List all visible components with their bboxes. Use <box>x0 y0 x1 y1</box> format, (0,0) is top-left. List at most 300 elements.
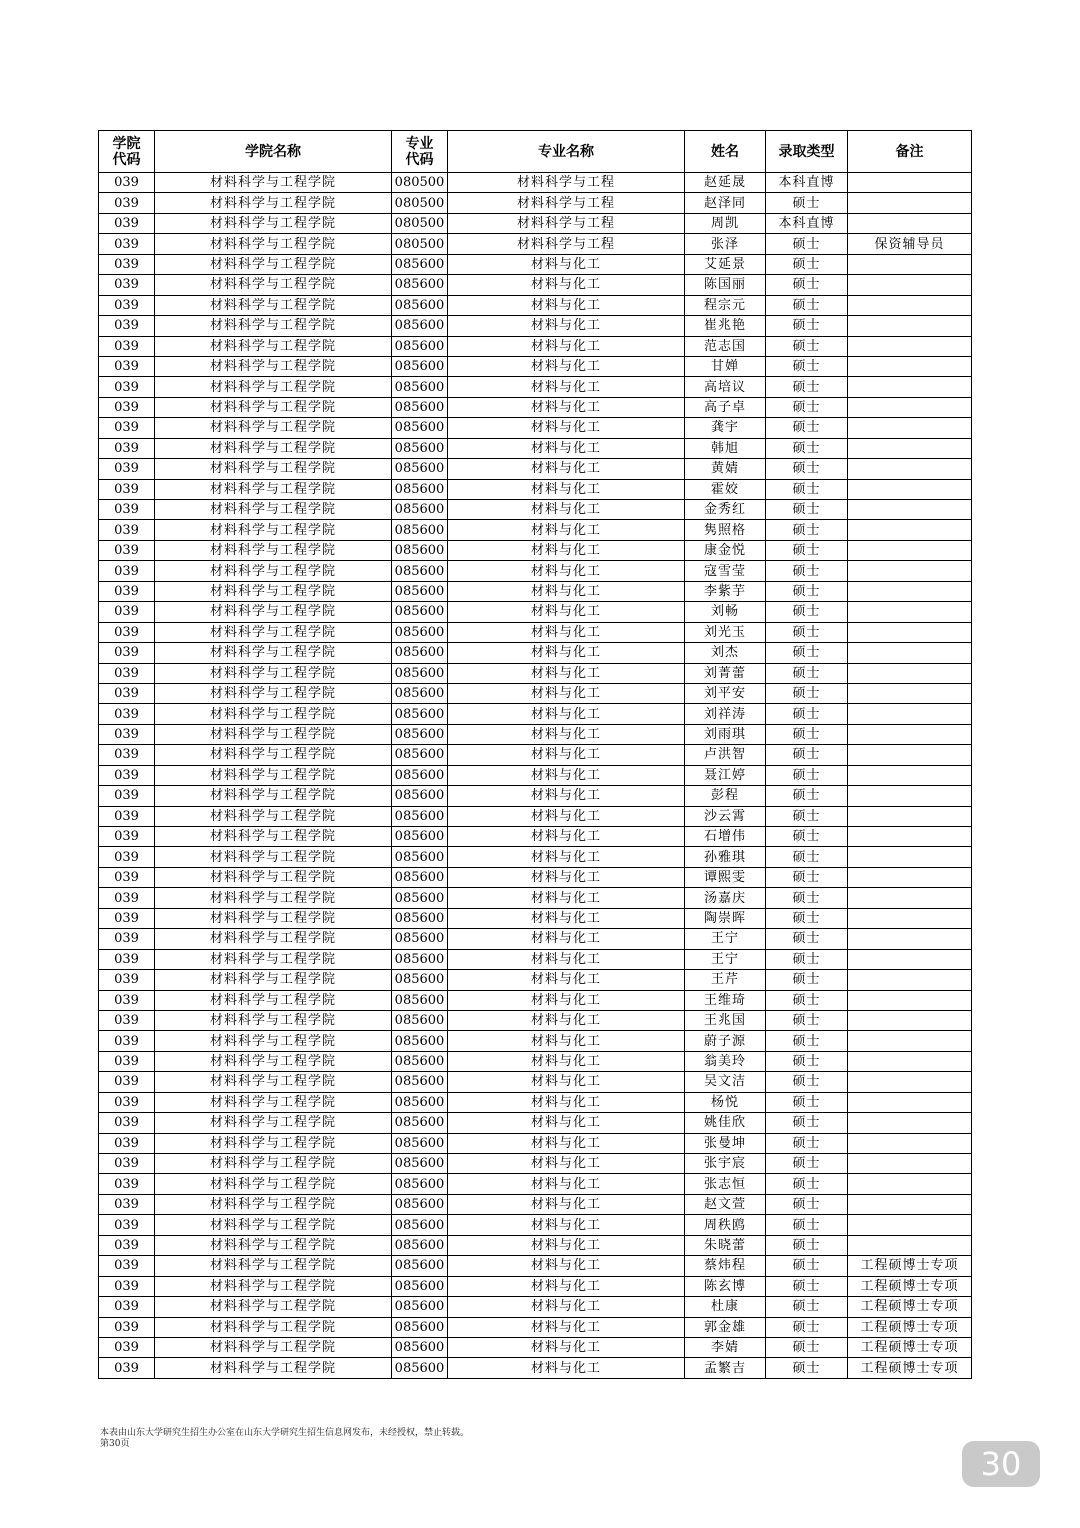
remarks-cell <box>848 581 972 601</box>
major-code-cell: 085600 <box>392 418 448 438</box>
remarks-cell <box>848 1154 972 1174</box>
admission-table <box>98 130 972 1379</box>
student-name-cell: 金秀红 <box>685 500 766 520</box>
major-code-cell: 085600 <box>392 316 448 336</box>
remarks-cell <box>848 663 972 683</box>
table-row <box>99 418 972 438</box>
college-code-cell: 039 <box>99 520 155 540</box>
table-row <box>99 683 972 703</box>
college-name-cell: 材料科学与工程学院 <box>155 622 392 642</box>
page-number-badge: 30 <box>962 1441 1040 1487</box>
remarks-cell <box>848 929 972 949</box>
admission-type-cell: 硕士 <box>766 643 848 663</box>
header-college-code: 学院 代码 <box>99 131 155 173</box>
table-row <box>99 234 972 254</box>
college-code-cell: 039 <box>99 1256 155 1276</box>
remarks-cell <box>848 1092 972 1112</box>
college-code-cell: 039 <box>99 336 155 356</box>
major-name-cell: 材料与化工 <box>448 1235 685 1255</box>
header-admission-type: 录取类型 <box>766 131 848 173</box>
admission-type-cell: 硕士 <box>766 1235 848 1255</box>
remarks-cell <box>848 1031 972 1051</box>
college-name-cell: 材料科学与工程学院 <box>155 1174 392 1194</box>
admission-type-cell: 硕士 <box>766 1154 848 1174</box>
student-name-cell: 赵文萱 <box>685 1194 766 1214</box>
college-name-cell: 材料科学与工程学院 <box>155 581 392 601</box>
major-code-cell: 085600 <box>392 1276 448 1296</box>
admission-type-cell: 硕士 <box>766 908 848 928</box>
admission-type-cell: 硕士 <box>766 397 848 417</box>
student-name-cell: 刘平安 <box>685 683 766 703</box>
college-code-cell: 039 <box>99 970 155 990</box>
major-code-cell: 085600 <box>392 438 448 458</box>
student-name-cell: 姚佳欣 <box>685 1113 766 1133</box>
major-name-cell: 材料与化工 <box>448 336 685 356</box>
header-college-name: 学院名称 <box>155 131 392 173</box>
college-code-cell: 039 <box>99 622 155 642</box>
remarks-cell: 工程硕博士专项 <box>848 1358 972 1378</box>
college-name-cell: 材料科学与工程学院 <box>155 1072 392 1092</box>
table-row <box>99 643 972 663</box>
student-name-cell: 张曼坤 <box>685 1133 766 1153</box>
table-row <box>99 786 972 806</box>
student-name-cell: 刘杰 <box>685 643 766 663</box>
major-name-cell: 材料与化工 <box>448 397 685 417</box>
table-row <box>99 1092 972 1112</box>
college-code-cell: 039 <box>99 867 155 887</box>
college-name-cell: 材料科学与工程学院 <box>155 1358 392 1378</box>
table-row <box>99 193 972 213</box>
major-code-cell: 085600 <box>392 1297 448 1317</box>
college-name-cell: 材料科学与工程学院 <box>155 867 392 887</box>
admission-type-cell: 硕士 <box>766 356 848 376</box>
table-row <box>99 602 972 622</box>
remarks-cell <box>848 602 972 622</box>
college-code-cell: 039 <box>99 234 155 254</box>
remarks-cell <box>848 356 972 376</box>
college-code-cell: 039 <box>99 581 155 601</box>
major-name-cell: 材料与化工 <box>448 929 685 949</box>
college-name-cell: 材料科学与工程学院 <box>155 786 392 806</box>
college-name-cell: 材料科学与工程学院 <box>155 1031 392 1051</box>
table-row <box>99 1010 972 1030</box>
table-row <box>99 847 972 867</box>
remarks-cell <box>848 1133 972 1153</box>
table-row <box>99 561 972 581</box>
major-name-cell: 材料与化工 <box>448 520 685 540</box>
major-code-cell: 085600 <box>392 1133 448 1153</box>
admission-type-cell: 硕士 <box>766 254 848 274</box>
major-code-cell: 085600 <box>392 397 448 417</box>
admission-type-cell: 硕士 <box>766 193 848 213</box>
college-name-cell: 材料科学与工程学院 <box>155 704 392 724</box>
remarks-cell <box>848 1174 972 1194</box>
student-name-cell: 王兆国 <box>685 1010 766 1030</box>
admission-type-cell: 硕士 <box>766 888 848 908</box>
admission-type-cell: 硕士 <box>766 663 848 683</box>
remarks-cell <box>848 990 972 1010</box>
student-name-cell: 周秩鸥 <box>685 1215 766 1235</box>
major-code-cell: 085600 <box>392 275 448 295</box>
remarks-cell <box>848 847 972 867</box>
college-name-cell: 材料科学与工程学院 <box>155 418 392 438</box>
college-name-cell: 材料科学与工程学院 <box>155 663 392 683</box>
major-code-cell: 085600 <box>392 1194 448 1214</box>
college-name-cell: 材料科学与工程学院 <box>155 1154 392 1174</box>
college-code-cell: 039 <box>99 1297 155 1317</box>
remarks-cell <box>848 704 972 724</box>
college-name-cell: 材料科学与工程学院 <box>155 1337 392 1357</box>
college-code-cell: 039 <box>99 786 155 806</box>
student-name-cell: 范志国 <box>685 336 766 356</box>
student-name-cell: 刘光玉 <box>685 622 766 642</box>
college-name-cell: 材料科学与工程学院 <box>155 643 392 663</box>
student-name-cell: 李紫芋 <box>685 581 766 601</box>
table-row <box>99 213 972 233</box>
admission-type-cell: 硕士 <box>766 418 848 438</box>
admission-type-cell: 硕士 <box>766 1276 848 1296</box>
remarks-cell <box>848 949 972 969</box>
admission-type-cell: 硕士 <box>766 867 848 887</box>
college-name-cell: 材料科学与工程学院 <box>155 847 392 867</box>
college-name-cell: 材料科学与工程学院 <box>155 949 392 969</box>
student-name-cell: 吴文洁 <box>685 1072 766 1092</box>
major-name-cell: 材料与化工 <box>448 540 685 560</box>
college-code-cell: 039 <box>99 1194 155 1214</box>
table-row <box>99 1154 972 1174</box>
admission-type-cell: 硕士 <box>766 540 848 560</box>
college-code-cell: 039 <box>99 295 155 315</box>
major-name-cell: 材料与化工 <box>448 1317 685 1337</box>
college-code-cell: 039 <box>99 1072 155 1092</box>
college-code-cell: 039 <box>99 1235 155 1255</box>
student-name-cell: 寇雪莹 <box>685 561 766 581</box>
college-name-cell: 材料科学与工程学院 <box>155 316 392 336</box>
college-name-cell: 材料科学与工程学院 <box>155 397 392 417</box>
major-code-cell: 080500 <box>392 193 448 213</box>
student-name-cell: 石增伟 <box>685 827 766 847</box>
major-code-cell: 085600 <box>392 336 448 356</box>
major-code-cell: 085600 <box>392 847 448 867</box>
college-code-cell: 039 <box>99 500 155 520</box>
college-code-cell: 039 <box>99 193 155 213</box>
remarks-cell <box>848 643 972 663</box>
table-row <box>99 704 972 724</box>
major-name-cell: 材料与化工 <box>448 867 685 887</box>
major-name-cell: 材料与化工 <box>448 663 685 683</box>
table-row <box>99 540 972 560</box>
footer-page-label: 第30页 <box>100 1439 130 1449</box>
student-name-cell: 高子卓 <box>685 397 766 417</box>
admission-type-cell: 硕士 <box>766 1133 848 1153</box>
table-row <box>99 908 972 928</box>
college-name-cell: 材料科学与工程学院 <box>155 745 392 765</box>
college-code-cell: 039 <box>99 1174 155 1194</box>
major-code-cell: 085600 <box>392 1031 448 1051</box>
table-row <box>99 1051 972 1071</box>
remarks-cell <box>848 254 972 274</box>
table-row <box>99 622 972 642</box>
college-name-cell: 材料科学与工程学院 <box>155 765 392 785</box>
admission-type-cell: 硕士 <box>766 561 848 581</box>
student-name-cell: 王宁 <box>685 949 766 969</box>
major-code-cell: 085600 <box>392 1235 448 1255</box>
admission-type-cell: 硕士 <box>766 336 848 356</box>
admission-type-cell: 硕士 <box>766 827 848 847</box>
table-row <box>99 1031 972 1051</box>
major-code-cell: 085600 <box>392 520 448 540</box>
major-code-cell: 085600 <box>392 581 448 601</box>
remarks-cell <box>848 275 972 295</box>
major-code-cell: 085600 <box>392 745 448 765</box>
college-name-cell: 材料科学与工程学院 <box>155 234 392 254</box>
major-code-cell: 085600 <box>392 1215 448 1235</box>
major-code-cell: 085600 <box>392 990 448 1010</box>
admission-type-cell: 硕士 <box>766 234 848 254</box>
student-name-cell: 高培议 <box>685 377 766 397</box>
major-name-cell: 材料与化工 <box>448 1174 685 1194</box>
remarks-cell <box>848 173 972 193</box>
remarks-cell <box>848 745 972 765</box>
major-name-cell: 材料与化工 <box>448 1215 685 1235</box>
college-code-cell: 039 <box>99 1154 155 1174</box>
major-code-cell: 085600 <box>392 1358 448 1378</box>
table-row <box>99 765 972 785</box>
table-row <box>99 316 972 336</box>
college-code-cell: 039 <box>99 765 155 785</box>
admission-type-cell: 本科直博 <box>766 173 848 193</box>
major-name-cell: 材料与化工 <box>448 275 685 295</box>
admission-type-cell: 硕士 <box>766 459 848 479</box>
major-name-cell: 材料与化工 <box>448 888 685 908</box>
student-name-cell: 杨悦 <box>685 1092 766 1112</box>
remarks-cell <box>848 500 972 520</box>
college-name-cell: 材料科学与工程学院 <box>155 1215 392 1235</box>
table-row <box>99 500 972 520</box>
table-row <box>99 581 972 601</box>
major-name-cell: 材料与化工 <box>448 1113 685 1133</box>
major-code-cell: 085600 <box>392 786 448 806</box>
student-name-cell: 孟繁吉 <box>685 1358 766 1378</box>
major-name-cell: 材料与化工 <box>448 704 685 724</box>
major-name-cell: 材料与化工 <box>448 1337 685 1357</box>
college-name-cell: 材料科学与工程学院 <box>155 1194 392 1214</box>
college-code-cell: 039 <box>99 827 155 847</box>
admission-type-cell: 硕士 <box>766 581 848 601</box>
major-code-cell: 085600 <box>392 622 448 642</box>
college-code-cell: 039 <box>99 1358 155 1378</box>
college-name-cell: 材料科学与工程学院 <box>155 1092 392 1112</box>
remarks-cell <box>848 888 972 908</box>
college-name-cell: 材料科学与工程学院 <box>155 1010 392 1030</box>
major-name-cell: 材料与化工 <box>448 1297 685 1317</box>
major-name-cell: 材料科学与工程 <box>448 234 685 254</box>
major-name-cell: 材料与化工 <box>448 765 685 785</box>
college-name-cell: 材料科学与工程学院 <box>155 213 392 233</box>
admission-type-cell: 硕士 <box>766 275 848 295</box>
college-code-cell: 039 <box>99 888 155 908</box>
major-name-cell: 材料科学与工程 <box>448 193 685 213</box>
major-name-cell: 材料与化工 <box>448 786 685 806</box>
major-code-cell: 085600 <box>392 1256 448 1276</box>
student-name-cell: 蔡炜程 <box>685 1256 766 1276</box>
student-name-cell: 朱晓蕾 <box>685 1235 766 1255</box>
student-name-cell: 张宇宸 <box>685 1154 766 1174</box>
remarks-cell <box>848 970 972 990</box>
remarks-cell <box>848 724 972 744</box>
major-code-cell: 085600 <box>392 1113 448 1133</box>
admission-type-cell: 硕士 <box>766 1215 848 1235</box>
remarks-cell <box>848 786 972 806</box>
table-row <box>99 806 972 826</box>
college-code-cell: 039 <box>99 479 155 499</box>
admission-type-cell: 硕士 <box>766 704 848 724</box>
major-code-cell: 085600 <box>392 765 448 785</box>
student-name-cell: 艾延景 <box>685 254 766 274</box>
student-name-cell: 孙雅琪 <box>685 847 766 867</box>
admission-type-cell: 硕士 <box>766 1256 848 1276</box>
remarks-cell: 工程硕博士专项 <box>848 1256 972 1276</box>
college-name-cell: 材料科学与工程学院 <box>155 1297 392 1317</box>
table-row <box>99 1113 972 1133</box>
table-row <box>99 970 972 990</box>
college-code-cell: 039 <box>99 397 155 417</box>
student-name-cell: 彭程 <box>685 786 766 806</box>
college-code-cell: 039 <box>99 254 155 274</box>
table-row <box>99 356 972 376</box>
college-name-cell: 材料科学与工程学院 <box>155 908 392 928</box>
table-row <box>99 990 972 1010</box>
remarks-cell: 工程硕博士专项 <box>848 1297 972 1317</box>
student-name-cell: 王芹 <box>685 970 766 990</box>
student-name-cell: 王维琦 <box>685 990 766 1010</box>
table-row <box>99 1072 972 1092</box>
remarks-cell <box>848 827 972 847</box>
college-code-cell: 039 <box>99 275 155 295</box>
major-code-cell: 085600 <box>392 295 448 315</box>
major-code-cell: 085600 <box>392 929 448 949</box>
major-name-cell: 材料与化工 <box>448 1051 685 1071</box>
table-row <box>99 1337 972 1357</box>
remarks-cell <box>848 316 972 336</box>
major-code-cell: 085600 <box>392 1010 448 1030</box>
college-code-cell: 039 <box>99 1337 155 1357</box>
student-name-cell: 谭熙雯 <box>685 867 766 887</box>
college-code-cell: 039 <box>99 540 155 560</box>
admission-type-cell: 硕士 <box>766 1358 848 1378</box>
major-name-cell: 材料与化工 <box>448 1072 685 1092</box>
table-row <box>99 1256 972 1276</box>
remarks-cell <box>848 213 972 233</box>
college-code-cell: 039 <box>99 704 155 724</box>
major-code-cell: 085600 <box>392 602 448 622</box>
major-code-cell: 080500 <box>392 173 448 193</box>
admission-type-cell: 硕士 <box>766 970 848 990</box>
remarks-cell <box>848 520 972 540</box>
major-code-cell: 085600 <box>392 1051 448 1071</box>
remarks-cell <box>848 438 972 458</box>
remarks-cell: 工程硕博士专项 <box>848 1337 972 1357</box>
college-name-cell: 材料科学与工程学院 <box>155 500 392 520</box>
table-row <box>99 745 972 765</box>
major-name-cell: 材料与化工 <box>448 643 685 663</box>
college-code-cell: 039 <box>99 1276 155 1296</box>
college-name-cell: 材料科学与工程学院 <box>155 520 392 540</box>
college-code-cell: 039 <box>99 1113 155 1133</box>
remarks-cell <box>848 1215 972 1235</box>
student-name-cell: 陶崇晖 <box>685 908 766 928</box>
major-code-cell: 085600 <box>392 254 448 274</box>
admission-type-cell: 硕士 <box>766 438 848 458</box>
remarks-cell <box>848 1010 972 1030</box>
table-row <box>99 295 972 315</box>
college-code-cell: 039 <box>99 745 155 765</box>
student-name-cell: 翁美玲 <box>685 1051 766 1071</box>
college-code-cell: 039 <box>99 683 155 703</box>
admission-type-cell: 硕士 <box>766 1113 848 1133</box>
remarks-cell <box>848 1051 972 1071</box>
college-name-cell: 材料科学与工程学院 <box>155 888 392 908</box>
table-row <box>99 254 972 274</box>
student-name-cell: 赵泽同 <box>685 193 766 213</box>
admission-type-cell: 硕士 <box>766 806 848 826</box>
admission-type-cell: 硕士 <box>766 1051 848 1071</box>
major-name-cell: 材料与化工 <box>448 418 685 438</box>
table-row <box>99 1194 972 1214</box>
admission-type-cell: 硕士 <box>766 765 848 785</box>
major-name-cell: 材料与化工 <box>448 908 685 928</box>
major-code-cell: 085600 <box>392 949 448 969</box>
student-name-cell: 王宁 <box>685 929 766 949</box>
major-name-cell: 材料与化工 <box>448 847 685 867</box>
table-header-row <box>99 131 972 173</box>
major-name-cell: 材料与化工 <box>448 724 685 744</box>
college-name-cell: 材料科学与工程学院 <box>155 1133 392 1153</box>
admission-type-cell: 硕士 <box>766 1031 848 1051</box>
major-name-cell: 材料与化工 <box>448 581 685 601</box>
admission-type-cell: 硕士 <box>766 929 848 949</box>
college-code-cell: 039 <box>99 806 155 826</box>
college-code-cell: 039 <box>99 561 155 581</box>
college-name-cell: 材料科学与工程学院 <box>155 1317 392 1337</box>
table-row <box>99 479 972 499</box>
college-name-cell: 材料科学与工程学院 <box>155 683 392 703</box>
remarks-cell <box>848 1194 972 1214</box>
major-name-cell: 材料与化工 <box>448 295 685 315</box>
major-code-cell: 085600 <box>392 724 448 744</box>
major-name-cell: 材料与化工 <box>448 1194 685 1214</box>
major-name-cell: 材料与化工 <box>448 990 685 1010</box>
college-name-cell: 材料科学与工程学院 <box>155 356 392 376</box>
college-name-cell: 材料科学与工程学院 <box>155 602 392 622</box>
major-name-cell: 材料与化工 <box>448 970 685 990</box>
college-name-cell: 材料科学与工程学院 <box>155 193 392 213</box>
student-name-cell: 赵延晟 <box>685 173 766 193</box>
college-name-cell: 材料科学与工程学院 <box>155 540 392 560</box>
college-code-cell: 039 <box>99 173 155 193</box>
major-code-cell: 085600 <box>392 377 448 397</box>
student-name-cell: 沙云霄 <box>685 806 766 826</box>
remarks-cell <box>848 377 972 397</box>
college-name-cell: 材料科学与工程学院 <box>155 1276 392 1296</box>
major-code-cell: 085600 <box>392 356 448 376</box>
major-name-cell: 材料与化工 <box>448 622 685 642</box>
remarks-cell <box>848 683 972 703</box>
major-code-cell: 085600 <box>392 827 448 847</box>
table-row <box>99 336 972 356</box>
college-code-cell: 039 <box>99 663 155 683</box>
admission-type-cell: 硕士 <box>766 1092 848 1112</box>
